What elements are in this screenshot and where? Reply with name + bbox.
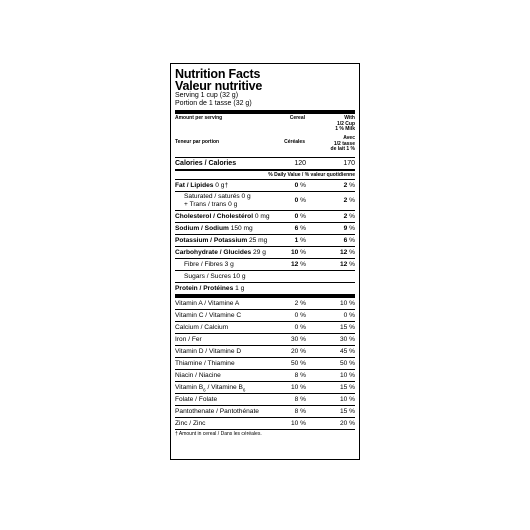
amount-per-serving-label: Amount per serving <box>175 115 223 121</box>
col2-label-en: With 1/2 Cup 1 % Milk <box>335 115 355 132</box>
header-fr <box>175 136 355 157</box>
nutrient-row-protein: Protein / Protéines 1 g <box>175 285 245 292</box>
vitamins-list <box>175 298 355 429</box>
nutrient-row-potassium: Potassium / Potassium 25 mg 1 % 6 % <box>175 237 355 244</box>
title-fr: Valeur nutritive <box>175 79 263 93</box>
vitamin-row: Vitamin D / Vitamine D 20 % 45 % <box>175 348 355 355</box>
vitamin-row: Iron / Fer 30 % 30 % <box>175 336 355 343</box>
col1-label-fr: Céréales <box>284 139 305 145</box>
header-en <box>175 114 355 136</box>
nutrient-row-cholesterol: Cholesterol / Cholestérol 0 mg 0 % 2 % <box>175 213 355 220</box>
vitamin-row: Pantothenate / Pantothénate 8 % 15 % <box>175 408 355 415</box>
vitamin-row: Calcium / Calcium 0 % 15 % <box>175 324 355 331</box>
col1-label-en: Cereal <box>289 115 305 121</box>
serving-fr: Portion de 1 tasse (32 g) <box>175 100 252 107</box>
vitamin-row: Vitamin C / Vitamine C 0 % 0 % <box>175 312 355 319</box>
vitamin-row: Vitamin A / Vitamine A 2 % 10 % <box>175 300 355 307</box>
calories-row: Calories / Calories 120 170 <box>175 160 355 167</box>
nutrient-row-sodium: Sodium / Sodium 150 mg 6 % 9 % <box>175 225 355 232</box>
nutrient-row-saturated-trans: Saturated / saturés 0 g + Trans / trans 0 g 0 % 2 % <box>184 193 355 208</box>
nutrient-row-sugars: Sugars / Sucres 10 g <box>184 273 246 280</box>
nutrient-row-fibre: Fibre / Fibres 3 g 12 % 12 % <box>184 261 355 268</box>
daily-value-header: % Daily Value / % valeur quotidienne <box>268 172 355 178</box>
col2-label-fr: Avec 1/2 tasse de lait 1 % <box>330 135 355 152</box>
vitamin-row: Zinc / Zinc 10 % 20 % <box>175 420 355 427</box>
title-en: Nutrition Facts <box>175 67 261 81</box>
serving-en: Serving 1 cup (32 g) <box>175 92 239 99</box>
footnote: † Amount in cereal / Dans les céréales. <box>175 431 262 437</box>
vitamin-row: Vitamin $B_6$ / Vitamine $B_6$ 10 % 15 % <box>175 384 355 393</box>
vitamin-row: Niacin / Niacine 8 % 10 % <box>175 372 355 379</box>
nutrition-facts-panel <box>170 63 360 460</box>
nutrient-row-carbohydrate: Carbohydrate / Glucides 29 g 10 % 12 % <box>175 249 355 256</box>
nutrient-row-fat: Fat / Lipides 0 g† 0 % 2 % <box>175 182 355 189</box>
teneur-label: Teneur par portion <box>175 139 220 145</box>
vitamin-row: Folate / Folate 8 % 10 % <box>175 396 355 403</box>
vitamin-row: Thiamine / Thiamine 50 % 50 % <box>175 360 355 367</box>
